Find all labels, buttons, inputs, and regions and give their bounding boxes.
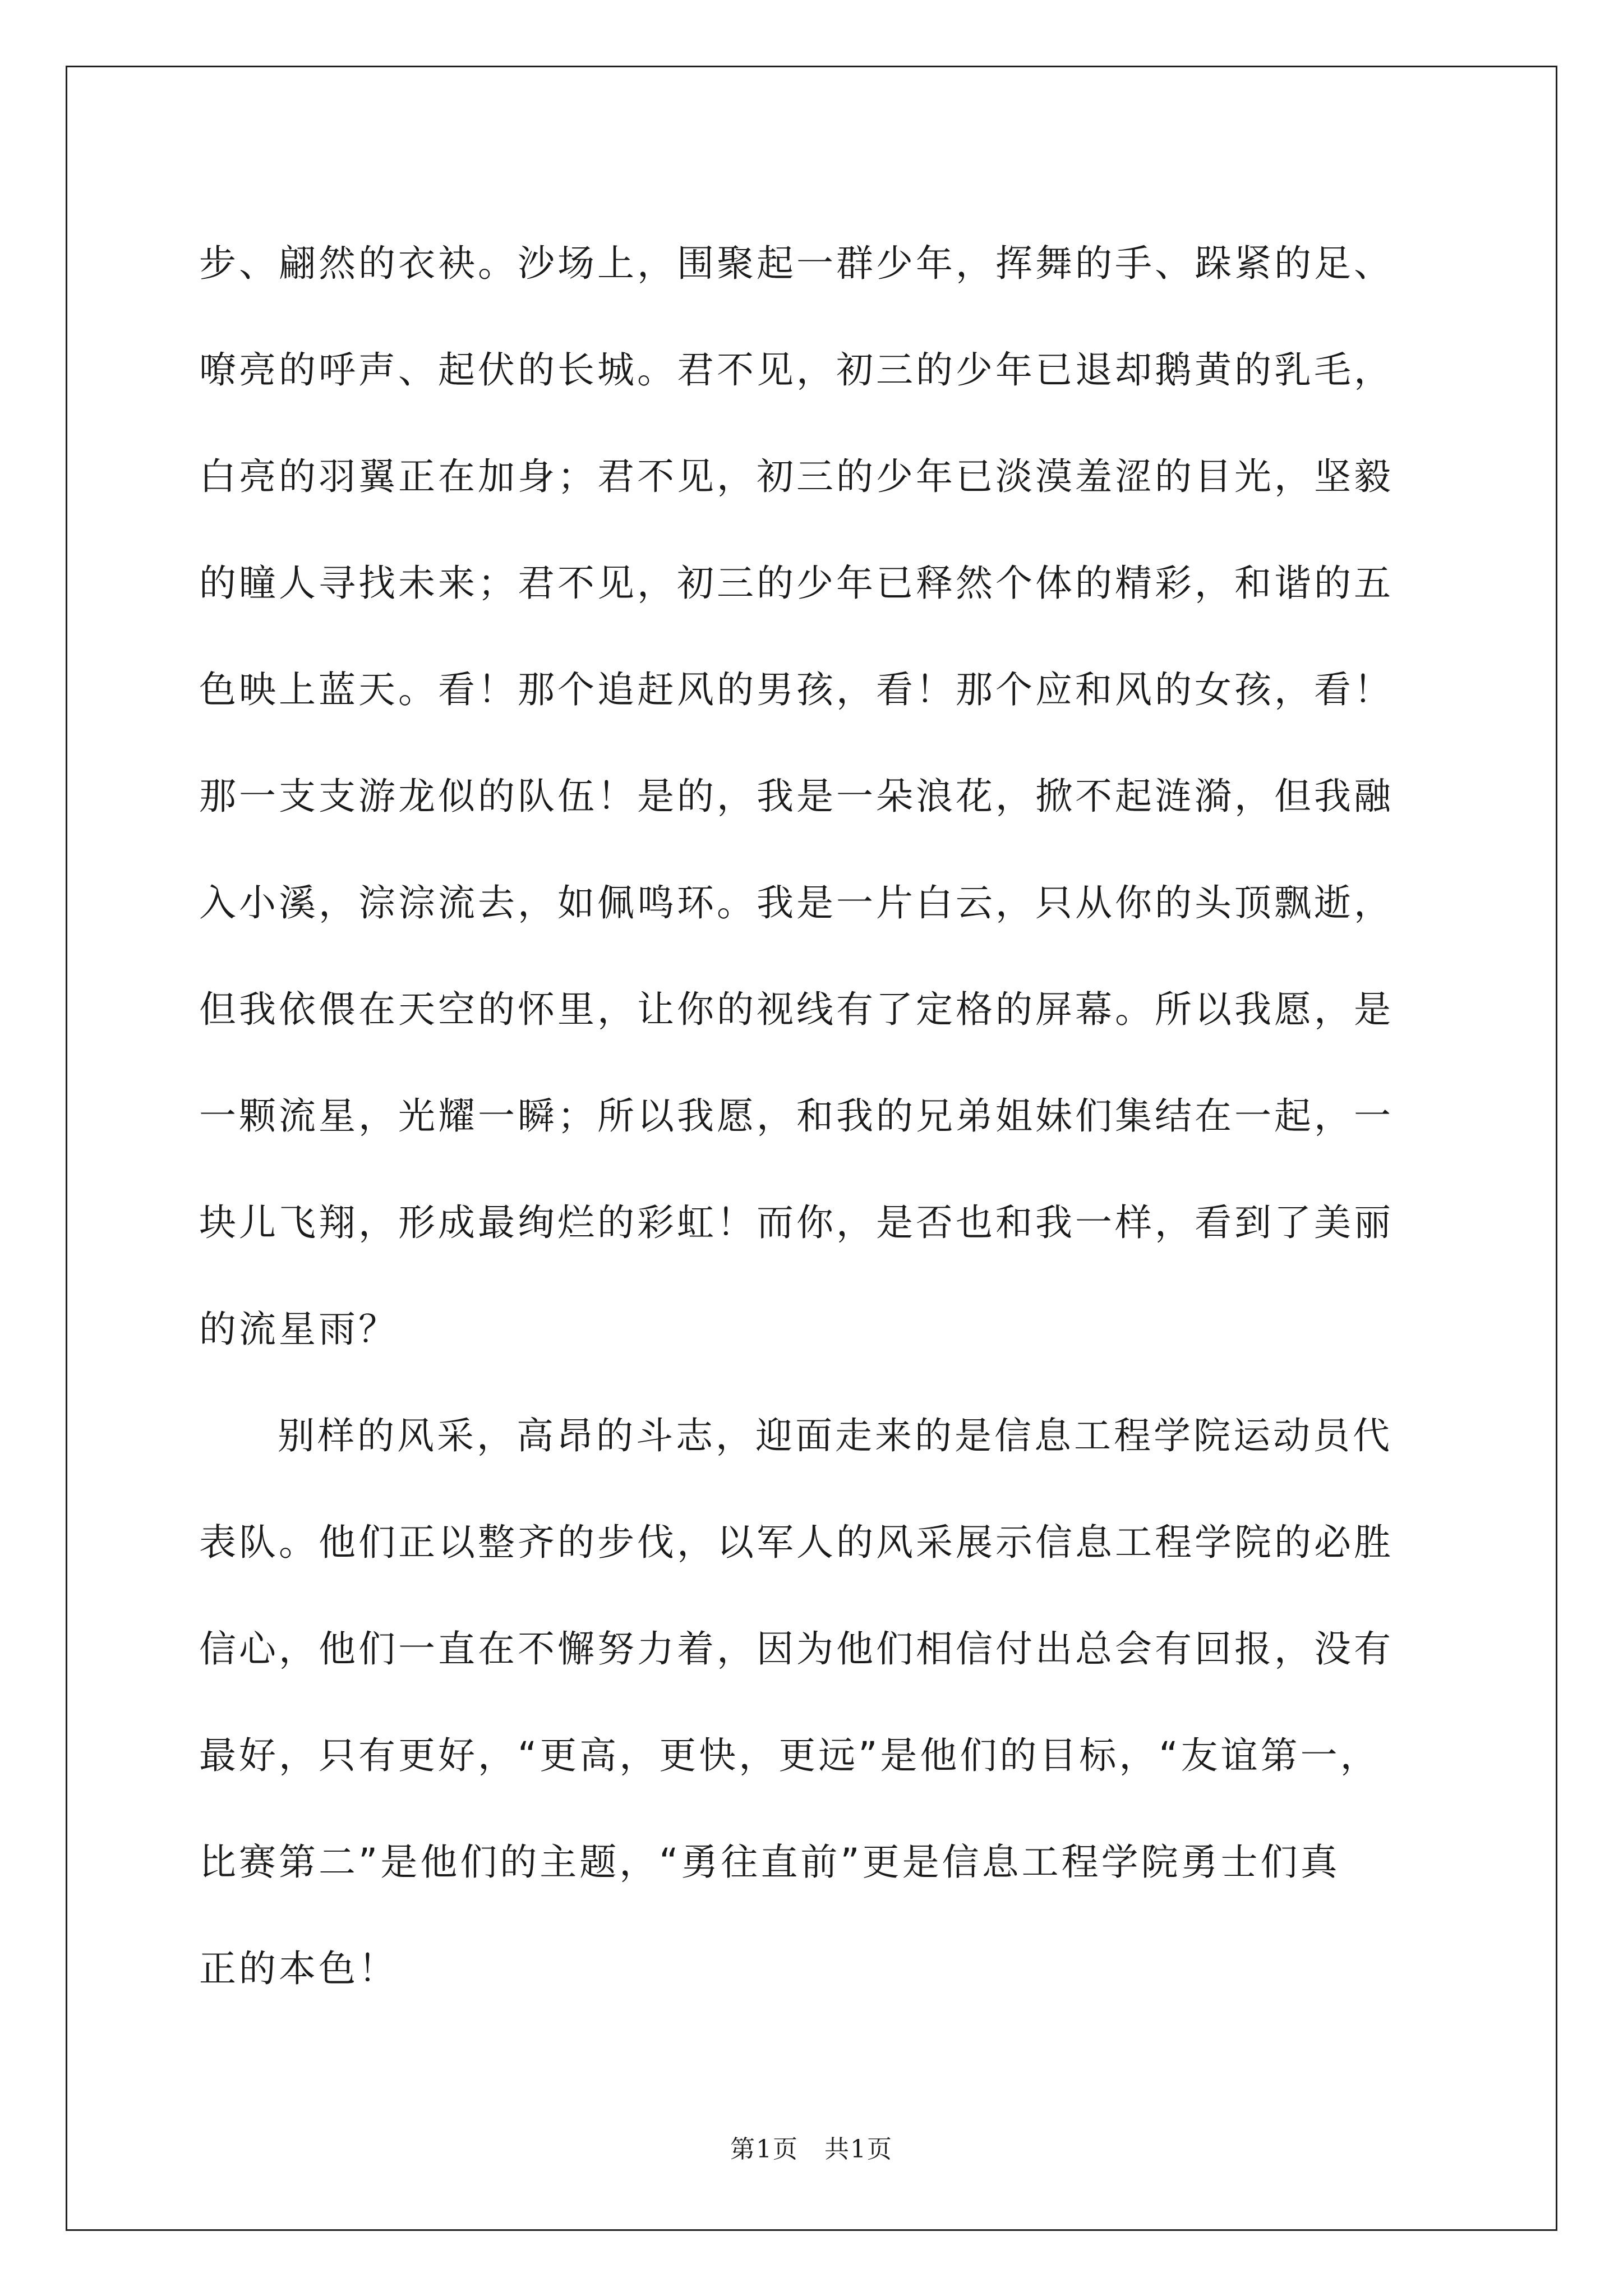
page-number-footer: 第1页 共1页 — [730, 2135, 893, 2164]
text-line: 入小溪，淙淙流去，如佩鸣环。我是一片白云，只从你的头顶飘逝， — [199, 881, 1394, 924]
text-line: 的瞳人寻找未来；君不见，初三的少年已释然个体的精彩，和谐的五 — [199, 562, 1394, 605]
text-line: 步、翩然的衣袂。沙场上，围聚起一群少年，挥舞的手、跺紧的足、 — [199, 242, 1394, 285]
text-line: 白亮的羽翼正在加身；君不见，初三的少年已淡漠羞涩的目光，坚毅 — [199, 455, 1394, 498]
text-line: 一颗流星，光耀一瞬；所以我愿，和我的兄弟姐妹们集结在一起，一 — [199, 1094, 1394, 1138]
document-body — [199, 210, 1438, 2022]
text-line: 表队。他们正以整齐的步伐，以军人的风采展示信息工程学院的必胜 — [199, 1521, 1394, 1564]
text-line: 比赛第二”是他们的主题，“勇往直前”更是信息工程学院勇士们真 — [199, 1841, 1340, 1884]
text-line: 正的本色！ — [199, 1947, 398, 1990]
text-line: 那一支支游龙似的队伍！是的，我是一朵浪花，掀不起涟漪，但我融 — [199, 775, 1394, 818]
text-line: 块儿飞翔，形成最绚烂的彩虹！而你，是否也和我一样，看到了美丽 — [199, 1201, 1394, 1244]
text-line: 信心，他们一直在不懈努力着，因为他们相信付出总会有回报，没有 — [199, 1627, 1394, 1671]
paragraph-start-line: 别样的风采，高昂的斗志，迎面走来的是信息工程学院运动员代 — [278, 1414, 1393, 1457]
text-line: 最好，只有更好，“更高，更快，更远”是他们的目标，“友谊第一， — [199, 1734, 1380, 1777]
text-line: 色映上蓝天。看！那个追赶风的男孩，看！那个应和风的女孩，看！ — [199, 668, 1394, 711]
text-line: 但我依偎在天空的怀里，让你的视线有了定格的屏幕。所以我愿，是 — [199, 988, 1394, 1031]
text-line: 嘹亮的呼声、起伏的长城。君不见，初三的少年已退却鹅黄的乳毛， — [199, 348, 1394, 392]
text-line: 的流星雨？ — [199, 1308, 398, 1351]
